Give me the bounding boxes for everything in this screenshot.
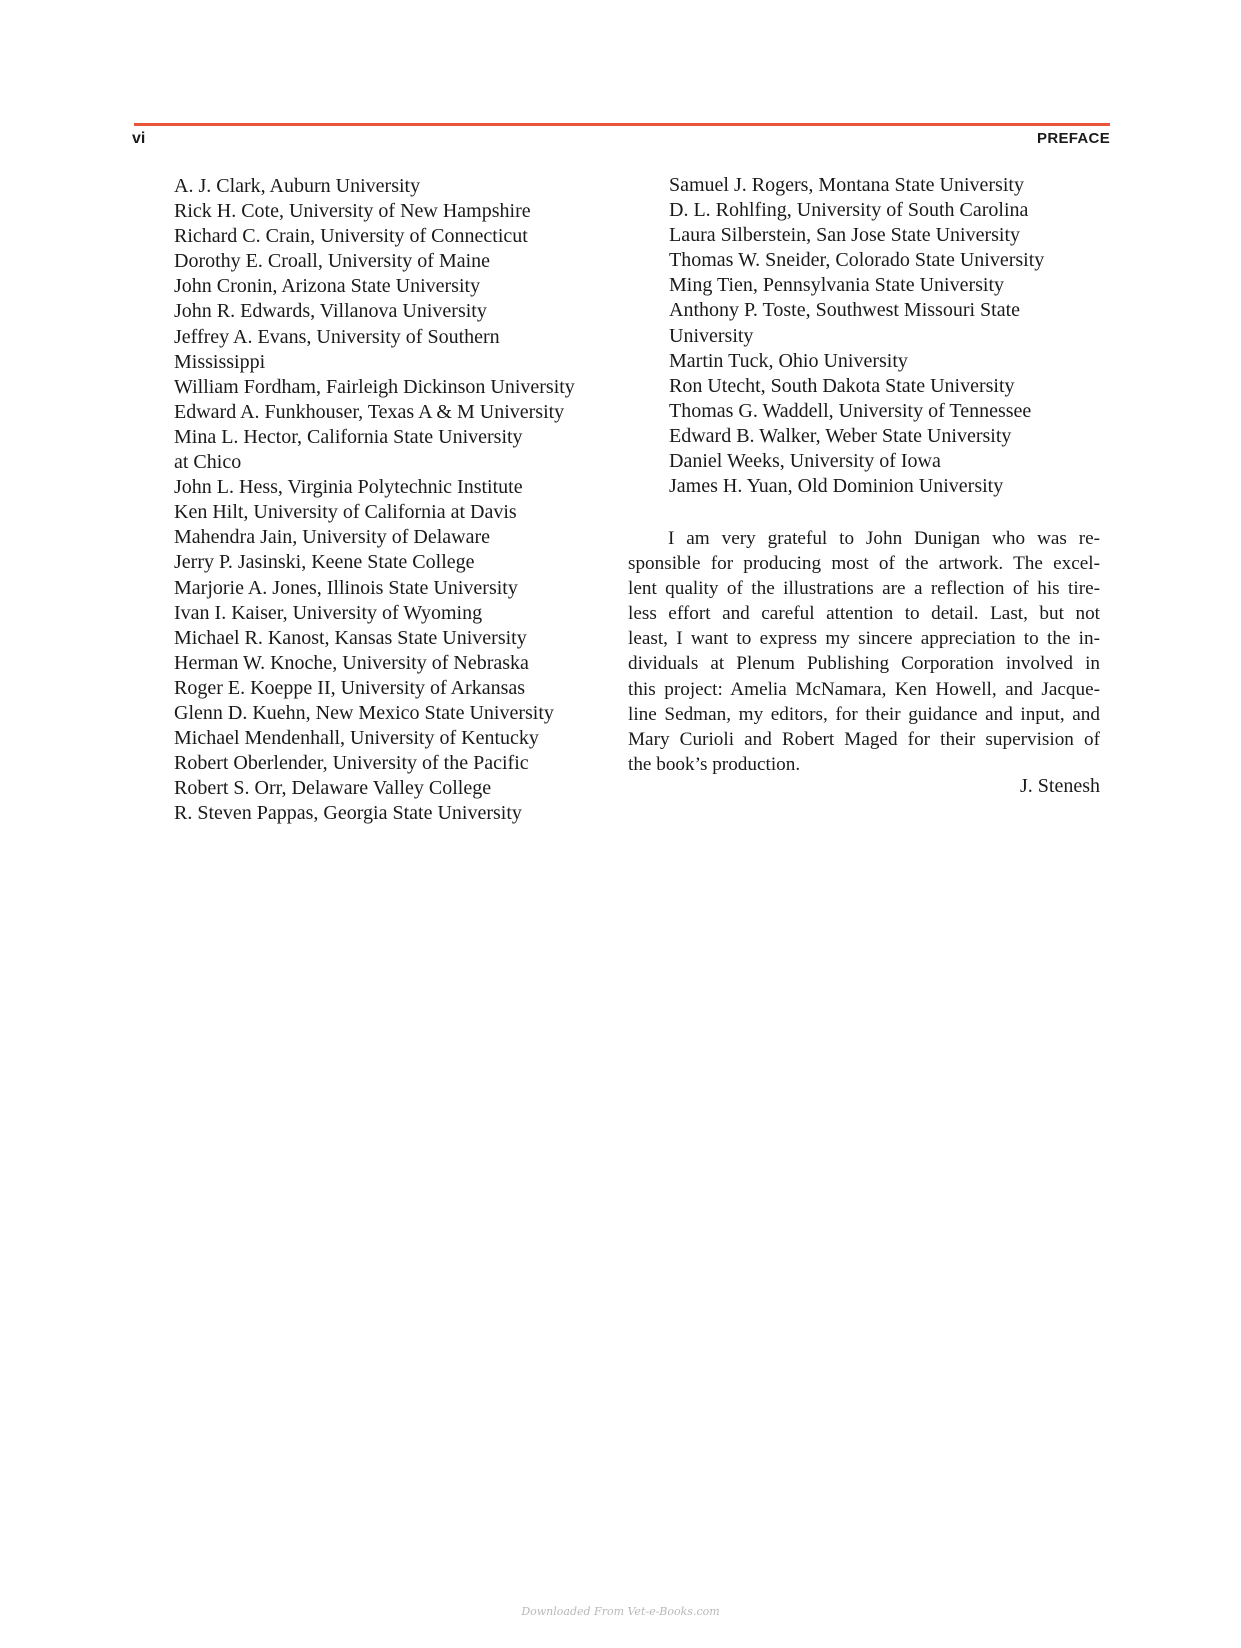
reviewer-entry [174,325,614,375]
reviewer-name: Mahendra Jain, University of Delaware [174,526,490,549]
reviewer-name: John Cronin, Arizona State University [174,275,481,298]
reviewer-entry [174,400,614,425]
paragraph-line: Mary Curioli and Robert Maged for their supervision of [628,728,1100,750]
reviewer-entry [174,601,614,626]
reviewer-entry [669,374,1089,399]
reviewer-name: Marjorie A. Jones, Illinois State University [174,576,518,599]
reviewer-name: Rick H. Cote, University of New Hampshire [174,200,531,223]
reviewer-name: John R. Edwards, Villanova University [174,300,487,323]
reviewer-name: Martin Tuck, Ohio University [669,349,908,372]
page-number: vi [132,130,146,147]
reviewer-name: Laura Silberstein, San Jose State University [669,224,1021,247]
reviewer-name: Roger E. Koeppe II, University of Arkansas [174,676,526,699]
reviewer-name: Ivan I. Kaiser, University of Wyoming [174,601,483,624]
reviewer-name: Jeffrey A. Evans, University of Southern [174,325,500,348]
reviewer-name: Daniel Weeks, University of Iowa [669,450,941,473]
reviewer-entry [174,726,614,751]
reviewer-entry [174,525,614,550]
reviewer-name: Anthony P. Toste, Southwest Missouri State [669,299,1021,322]
reviewer-name: Mina L. Hector, California State University [174,425,523,448]
reviewer-name: Glenn D. Kuehn, New Mexico State University [174,701,554,724]
reviewer-name: Edward A. Funkhouser, Texas A & M University [174,400,565,423]
reviewer-name: Ming Tien, Pennsylvania State University [669,274,1004,297]
reviewer-entry [174,801,614,826]
reviewer-entry [669,298,1089,348]
paragraph-line: sponsible for producing most of the artwork. The excel- [628,553,1100,575]
reviewer-name: Thomas W. Sneider, Colorado State University [669,249,1045,272]
reviewer-entry [174,701,614,726]
reviewer-name: Herman W. Knoche, University of Nebraska [174,651,529,674]
reviewer-name: Ron Utecht, South Dakota State University [669,374,1015,397]
reviewer-entry [174,475,614,500]
reviewer-name: James H. Yuan, Old Dominion University [669,475,1004,498]
reviewer-entry [669,474,1089,499]
paragraph-line: dividuals at Plenum Publishing Corporation involved in [628,653,1100,675]
reviewer-entry [174,199,614,224]
paragraph-line: I am very grateful to John Dunigan who was re- [668,528,1100,549]
reviewer-name: Robert Oberlender, University of the Pacific [174,752,529,775]
running-head: PREFACE [1037,130,1110,147]
paragraph-line: line Sedman, my editors, for their guidance and input, and [628,703,1100,725]
reviewer-entry [174,274,614,299]
reviewer-entry [174,249,614,274]
reviewer-entry [669,198,1089,223]
reviewer-entry [669,248,1089,273]
author-signature: J. Stenesh [1020,775,1100,797]
reviewer-name: A. J. Clark, Auburn University [174,175,421,197]
reviewer-entry [669,349,1089,374]
reviewer-entry [174,299,614,324]
reviewer-name-continuation: at Chico [174,451,242,474]
header-rule [134,123,1110,126]
reviewer-list-right [669,173,1089,499]
reviewer-entry [174,776,614,801]
reviewer-entry [669,399,1089,424]
reviewer-list-left [174,174,614,826]
reviewer-entry [174,174,614,199]
reviewer-entry [174,375,614,400]
reviewer-entry [174,676,614,701]
reviewer-entry [174,651,614,676]
paragraph-line: this project: Amelia McNamara, Ken Howell, and Jacque- [628,678,1100,700]
reviewer-entry [669,449,1089,474]
reviewer-entry [174,751,614,776]
reviewer-name: D. L. Rohlfing, University of South Carolina [669,199,1029,222]
reviewer-entry [174,550,614,575]
paragraph-line: lent quality of the illustrations are a reflection of his tire- [628,578,1100,600]
reviewer-name: Richard C. Crain, University of Connecticut [174,225,528,248]
reviewer-entry [669,424,1089,449]
paragraph-line: the book’s production. [628,753,801,775]
reviewer-entry [174,500,614,525]
reviewer-entry [669,173,1089,198]
reviewer-name: R. Steven Pappas, Georgia State University [174,802,522,825]
reviewer-entry [174,626,614,651]
acknowledgment-paragraph [628,526,1100,777]
reviewer-name: Edward B. Walker, Weber State University [669,424,1012,447]
reviewer-name: Ken Hilt, University of California at Davis [174,501,517,524]
reviewer-entry [669,223,1089,248]
reviewer-entry [174,224,614,249]
paragraph-line: least, I want to express my sincere appreciation to the in- [628,628,1100,650]
reviewer-name: William Fordham, Fairleigh Dickinson University [174,375,575,398]
reviewer-entry [174,425,614,475]
reviewer-name: Samuel J. Rogers, Montana State University [669,174,1024,196]
reviewer-name: Dorothy E. Croall, University of Maine [174,250,491,273]
watermark: Downloaded From Vet-e-Books.com [521,1605,720,1618]
reviewer-name-continuation: University [669,324,754,347]
reviewer-name: Michael R. Kanost, Kansas State University [174,626,527,649]
reviewer-name: Jerry P. Jasinski, Keene State College [174,551,475,574]
reviewer-name: Thomas G. Waddell, University of Tennessee [669,399,1032,422]
reviewer-name-continuation: Mississippi [174,350,266,373]
reviewer-entry [669,273,1089,298]
reviewer-name: Michael Mendenhall, University of Kentucky [174,727,539,750]
reviewer-name: John L. Hess, Virginia Polytechnic Institute [174,476,523,499]
paragraph-line: less effort and careful attention to detail. Last, but not [628,603,1100,625]
reviewer-name: Robert S. Orr, Delaware Valley College [174,777,492,800]
reviewer-entry [174,576,614,601]
